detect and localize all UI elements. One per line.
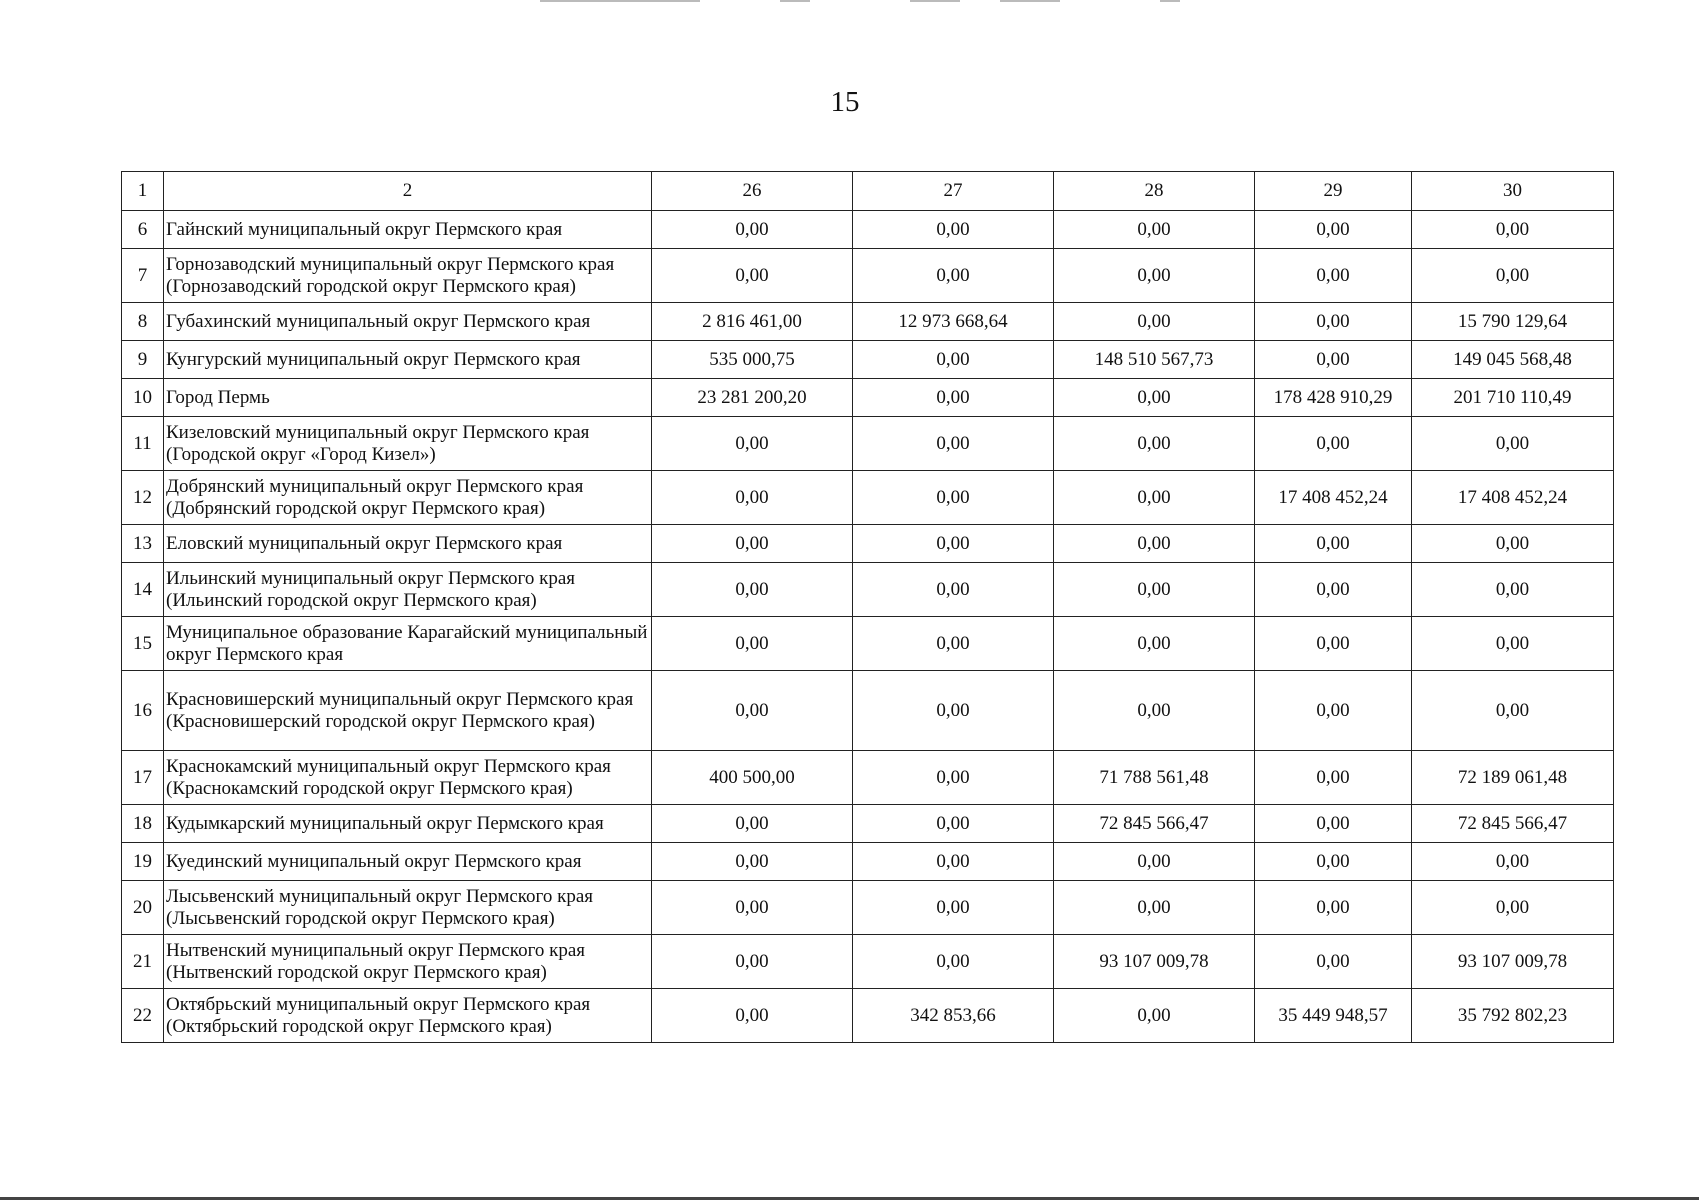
table-row (122, 617, 1614, 671)
value-col-28: 0,00 (1054, 303, 1255, 341)
value-col-27: 0,00 (853, 617, 1054, 671)
municipality-name: Еловский муниципальный округ Пермского края (164, 525, 652, 563)
value-col-30: 15 790 129,64 (1412, 303, 1614, 341)
municipality-name: Добрянский муниципальный округ Пермского края (Добрянский городской округ Пермского края) (164, 471, 652, 525)
value-col-30: 35 792 802,23 (1412, 989, 1614, 1043)
header-cell: 27 (853, 172, 1054, 211)
value-col-28: 0,00 (1054, 989, 1255, 1043)
scan-artifact (1160, 0, 1180, 2)
table-row (122, 379, 1614, 417)
value-col-28: 0,00 (1054, 881, 1255, 935)
row-number: 9 (122, 341, 164, 379)
table-row (122, 989, 1614, 1043)
value-col-29: 0,00 (1255, 843, 1412, 881)
value-col-29: 0,00 (1255, 563, 1412, 617)
value-col-28: 0,00 (1054, 563, 1255, 617)
value-col-29: 0,00 (1255, 751, 1412, 805)
value-col-30: 93 107 009,78 (1412, 935, 1614, 989)
row-number: 7 (122, 249, 164, 303)
row-number: 20 (122, 881, 164, 935)
table-row (122, 881, 1614, 935)
value-col-29: 0,00 (1255, 935, 1412, 989)
row-number: 12 (122, 471, 164, 525)
value-col-29: 0,00 (1255, 525, 1412, 563)
header-row (122, 172, 1614, 211)
value-col-29: 0,00 (1255, 417, 1412, 471)
row-number: 14 (122, 563, 164, 617)
row-number: 10 (122, 379, 164, 417)
row-number: 13 (122, 525, 164, 563)
municipality-name: Муниципальное образование Карагайский муниципальный округ Пермского края (164, 617, 652, 671)
value-col-26: 2 816 461,00 (652, 303, 853, 341)
page-number: 15 (830, 86, 860, 118)
value-col-28: 0,00 (1054, 843, 1255, 881)
value-col-30: 0,00 (1412, 563, 1614, 617)
value-col-27: 0,00 (853, 341, 1054, 379)
value-col-30: 201 710 110,49 (1412, 379, 1614, 417)
table-row (122, 563, 1614, 617)
scan-artifact (1000, 0, 1060, 2)
value-col-29: 0,00 (1255, 249, 1412, 303)
row-number: 22 (122, 989, 164, 1043)
scan-artifact (780, 0, 810, 2)
value-col-26: 0,00 (652, 211, 853, 249)
value-col-28: 71 788 561,48 (1054, 751, 1255, 805)
value-col-26: 0,00 (652, 935, 853, 989)
row-number: 17 (122, 751, 164, 805)
value-col-30: 0,00 (1412, 617, 1614, 671)
value-col-28: 0,00 (1054, 617, 1255, 671)
table-row (122, 805, 1614, 843)
value-col-26: 23 281 200,20 (652, 379, 853, 417)
row-number: 18 (122, 805, 164, 843)
header-cell: 1 (122, 172, 164, 211)
municipality-name: Кунгурский муниципальный округ Пермского края (164, 341, 652, 379)
header-cell: 2 (164, 172, 652, 211)
value-col-26: 0,00 (652, 881, 853, 935)
value-col-30: 149 045 568,48 (1412, 341, 1614, 379)
table-row (122, 671, 1614, 751)
table-header (122, 172, 1614, 211)
value-col-26: 0,00 (652, 563, 853, 617)
value-col-30: 72 189 061,48 (1412, 751, 1614, 805)
value-col-29: 35 449 948,57 (1255, 989, 1412, 1043)
municipality-name: Город Пермь (164, 379, 652, 417)
value-col-26: 0,00 (652, 671, 853, 751)
value-col-29: 0,00 (1255, 211, 1412, 249)
value-col-26: 0,00 (652, 525, 853, 563)
municipality-name: Кизеловский муниципальный округ Пермского края (Городской округ «Город Кизел») (164, 417, 652, 471)
value-col-27: 342 853,66 (853, 989, 1054, 1043)
value-col-30: 0,00 (1412, 525, 1614, 563)
value-col-28: 0,00 (1054, 471, 1255, 525)
table-row (122, 471, 1614, 525)
header-cell: 30 (1412, 172, 1614, 211)
municipality-name: Гайнский муниципальный округ Пермского края (164, 211, 652, 249)
header-cell: 28 (1054, 172, 1255, 211)
value-col-26: 400 500,00 (652, 751, 853, 805)
table-row (122, 211, 1614, 249)
value-col-26: 0,00 (652, 805, 853, 843)
value-col-28: 0,00 (1054, 671, 1255, 751)
table-row (122, 525, 1614, 563)
value-col-27: 0,00 (853, 471, 1054, 525)
value-col-28: 0,00 (1054, 417, 1255, 471)
value-col-29: 0,00 (1255, 341, 1412, 379)
table-body (122, 211, 1614, 1043)
value-col-26: 0,00 (652, 843, 853, 881)
value-col-28: 0,00 (1054, 211, 1255, 249)
table-row (122, 303, 1614, 341)
municipality-name: Красновишерский муниципальный округ Пермского края (Красновишерский городской округ Пермского края) (164, 671, 652, 751)
value-col-27: 0,00 (853, 249, 1054, 303)
municipality-name: Октябрьский муниципальный округ Пермского края (Октябрьский городской округ Пермского края) (164, 989, 652, 1043)
table-row (122, 843, 1614, 881)
value-col-26: 0,00 (652, 417, 853, 471)
report-table (121, 171, 1614, 1043)
row-number: 8 (122, 303, 164, 341)
value-col-27: 0,00 (853, 211, 1054, 249)
municipality-name: Кудымкарский муниципальный округ Пермского края (164, 805, 652, 843)
value-col-30: 0,00 (1412, 417, 1614, 471)
row-number: 11 (122, 417, 164, 471)
table-row (122, 751, 1614, 805)
value-col-27: 12 973 668,64 (853, 303, 1054, 341)
municipality-name: Куединский муниципальный округ Пермского края (164, 843, 652, 881)
table-row (122, 341, 1614, 379)
row-number: 19 (122, 843, 164, 881)
value-col-27: 0,00 (853, 935, 1054, 989)
value-col-26: 535 000,75 (652, 341, 853, 379)
municipality-name: Лысьвенский муниципальный округ Пермского края (Лысьвенский городской округ Пермского края) (164, 881, 652, 935)
header-cell: 26 (652, 172, 853, 211)
value-col-29: 178 428 910,29 (1255, 379, 1412, 417)
value-col-29: 0,00 (1255, 881, 1412, 935)
value-col-27: 0,00 (853, 417, 1054, 471)
value-col-30: 0,00 (1412, 843, 1614, 881)
value-col-26: 0,00 (652, 989, 853, 1043)
value-col-29: 17 408 452,24 (1255, 471, 1412, 525)
municipality-name: Губахинский муниципальный округ Пермского края (164, 303, 652, 341)
row-number: 6 (122, 211, 164, 249)
value-col-28: 72 845 566,47 (1054, 805, 1255, 843)
row-number: 16 (122, 671, 164, 751)
value-col-30: 17 408 452,24 (1412, 471, 1614, 525)
scan-artifact (910, 0, 960, 2)
value-col-30: 72 845 566,47 (1412, 805, 1614, 843)
municipality-name: Горнозаводский муниципальный округ Пермского края (Горнозаводский городской округ Пермского края) (164, 249, 652, 303)
value-col-27: 0,00 (853, 843, 1054, 881)
value-col-26: 0,00 (652, 617, 853, 671)
value-col-27: 0,00 (853, 671, 1054, 751)
table-row (122, 935, 1614, 989)
value-col-30: 0,00 (1412, 671, 1614, 751)
value-col-29: 0,00 (1255, 805, 1412, 843)
municipality-name: Краснокамский муниципальный округ Пермского края (Краснокамский городской округ Пермского края) (164, 751, 652, 805)
table-row (122, 417, 1614, 471)
table-row (122, 249, 1614, 303)
value-col-28: 148 510 567,73 (1054, 341, 1255, 379)
value-col-27: 0,00 (853, 379, 1054, 417)
row-number: 15 (122, 617, 164, 671)
value-col-28: 0,00 (1054, 379, 1255, 417)
municipality-name: Ильинский муниципальный округ Пермского края (Ильинский городской округ Пермского края) (164, 563, 652, 617)
value-col-27: 0,00 (853, 805, 1054, 843)
value-col-29: 0,00 (1255, 617, 1412, 671)
value-col-27: 0,00 (853, 881, 1054, 935)
scan-artifact (540, 0, 700, 2)
value-col-27: 0,00 (853, 525, 1054, 563)
value-col-30: 0,00 (1412, 881, 1614, 935)
value-col-29: 0,00 (1255, 671, 1412, 751)
municipality-name: Нытвенский муниципальный округ Пермского края (Нытвенский городской округ Пермского края) (164, 935, 652, 989)
value-col-27: 0,00 (853, 563, 1054, 617)
value-col-29: 0,00 (1255, 303, 1412, 341)
value-col-28: 0,00 (1054, 249, 1255, 303)
value-col-30: 0,00 (1412, 249, 1614, 303)
value-col-26: 0,00 (652, 471, 853, 525)
value-col-28: 0,00 (1054, 525, 1255, 563)
value-col-27: 0,00 (853, 751, 1054, 805)
value-col-28: 93 107 009,78 (1054, 935, 1255, 989)
header-cell: 29 (1255, 172, 1412, 211)
value-col-30: 0,00 (1412, 211, 1614, 249)
row-number: 21 (122, 935, 164, 989)
value-col-26: 0,00 (652, 249, 853, 303)
